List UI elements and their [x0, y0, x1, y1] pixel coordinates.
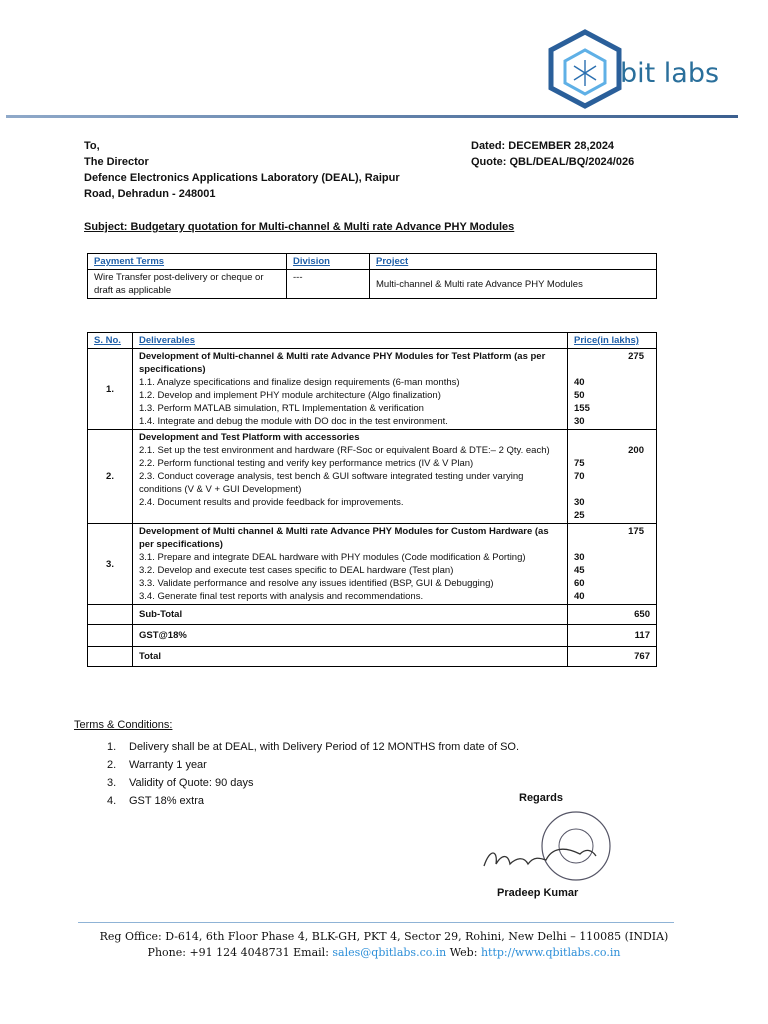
item-price: 45 — [574, 565, 585, 576]
terms-item-text: Validity of Quote: 90 days — [129, 777, 254, 789]
col-header: Deliverables — [133, 333, 568, 349]
item-price: 30 — [574, 416, 585, 427]
date-line: Dated: DECEMBER 28,2024 — [471, 140, 615, 152]
price-cell — [568, 430, 657, 524]
line-item: 1.2. Develop and implement PHY module architecture (Algo finalization) — [139, 390, 441, 401]
recipient-line: To, — [84, 140, 100, 152]
item-price: 40 — [574, 377, 585, 388]
price-cell — [568, 524, 657, 605]
terms-item-text: Warranty 1 year — [129, 759, 207, 771]
section-title: Development and Test Platform with accessories — [139, 432, 360, 443]
col-header: Project — [370, 254, 657, 270]
col-header: Price(in lakhs) — [568, 333, 657, 349]
logo-wordmark: bit labs — [620, 58, 720, 89]
recipient-line: The Director — [84, 156, 149, 168]
item-price: 60 — [574, 578, 585, 589]
item-price: 30 — [574, 497, 585, 508]
signatory-name: Pradeep Kumar — [497, 887, 579, 899]
item-price: 70 — [574, 471, 585, 482]
line-item: 3.3. Validate performance and resolve any issues identified (BSP, GUI & Debugging) — [139, 578, 494, 589]
subtotal-value: 650 — [568, 605, 657, 625]
col-header: S. No. — [88, 333, 133, 349]
quote-meta — [471, 138, 634, 170]
item-price: 155 — [574, 403, 590, 414]
terms-item-text: GST 18% extra — [129, 795, 204, 807]
terms-item: 2. Warranty 1 year — [107, 759, 207, 771]
web-label: Web: — [446, 946, 481, 959]
recipient-line: Road, Dehradun - 248001 — [84, 188, 216, 200]
footer-address: Reg Office: D-614, 6th Floor Phase 4, BLK-GH, PKT 4, Sector 29, Rohini, New Delhi – 110085 (INDIA) — [99, 930, 669, 943]
phone-text: Phone: +91 124 4048731 Email: — [147, 946, 333, 959]
line-item: 2.3. Conduct coverage analysis, test bench & GUI software integrated testing under varying conditions (V & V + GUI Development) — [139, 471, 524, 495]
footer-divider — [78, 922, 674, 923]
section-total: 175 — [628, 526, 644, 537]
empty-cell — [88, 647, 133, 667]
line-item: 3.4. Generate final test reports with analysis and recommendations. — [139, 591, 424, 602]
line-item: 2.1. Set up the test environment and hardware (RF-Soc or equivalent Board & DTE:– 2 Qty. each) — [139, 445, 550, 456]
item-price: 25 — [574, 510, 585, 521]
website-link[interactable]: http://www.qbitlabs.co.in — [480, 946, 621, 959]
empty-cell — [88, 625, 133, 647]
email-link[interactable]: sales@qbitlabs.co.in — [332, 946, 447, 959]
terms-item: 1. Delivery shall be at DEAL, with Delivery Period of 12 MONTHS from date of SO. — [107, 741, 520, 753]
subject-line: Subject: Budgetary quotation for Multi-channel & Multi rate Advance PHY Modules — [84, 221, 515, 233]
header-divider — [6, 115, 738, 118]
terms-item-text: Delivery shall be at DEAL, with Delivery Period of 12 MONTHS from date of SO. — [129, 741, 520, 753]
serial-number: 2. — [88, 430, 133, 524]
total-label: Total — [133, 647, 568, 667]
item-price: 40 — [574, 591, 585, 602]
gst-value: 117 — [568, 625, 657, 647]
line-item: 1.3. Perform MATLAB simulation, RTL Implementation & verification — [139, 403, 424, 414]
section-total: 275 — [628, 351, 644, 362]
regards-text: Regards — [519, 792, 564, 804]
project-cell: Multi-channel & Multi rate Advance PHY Modules — [370, 270, 657, 299]
footer-contact — [0, 946, 768, 959]
item-price: 30 — [574, 552, 585, 563]
terms-item: 3. Validity of Quote: 90 days — [107, 777, 254, 789]
subtotal-label: Sub-Total — [133, 605, 568, 625]
quote-number: Quote: QBL/DEAL/BQ/2024/026 — [471, 156, 635, 168]
line-item: 1.1. Analyze specifications and finalize design requirements (6-man months) — [139, 377, 460, 388]
deliverables-table — [87, 332, 657, 667]
division-cell: --- — [287, 270, 370, 299]
payment-terms-cell: Wire Transfer post-delivery or cheque or draft as applicable — [88, 270, 287, 299]
price-cell — [568, 349, 657, 430]
col-header: Division — [287, 254, 370, 270]
terms-heading: Terms & Conditions: — [74, 719, 173, 731]
hexagon-logo-icon — [545, 28, 625, 118]
deliverable-description — [133, 524, 568, 605]
total-value: 767 — [568, 647, 657, 667]
line-item: 2.4. Document results and provide feedback for improvements. — [139, 497, 404, 508]
line-item: 3.2. Develop and execute test cases specific to DEAL hardware (Test plan) — [139, 565, 454, 576]
item-price: 50 — [574, 390, 585, 401]
line-item: 1.4. Integrate and debug the module with DO doc in the test environment. — [139, 416, 448, 427]
terms-item: 4. GST 18% extra — [107, 795, 204, 807]
payment-terms-table — [87, 253, 657, 299]
section-title: Development of Multi-channel & Multi rate Advance PHY Modules for Test Platform (as per specifications) — [139, 351, 546, 375]
line-item: 2.2. Perform functional testing and verify key performance metrics (IV & V Plan) — [139, 458, 474, 469]
section-total: 200 — [628, 445, 644, 456]
line-item: 3.1. Prepare and integrate DEAL hardware with PHY modules (Code modification & Porting) — [139, 552, 526, 563]
serial-number: 1. — [88, 349, 133, 430]
item-price: 75 — [574, 458, 585, 469]
gst-label: GST@18% — [133, 625, 568, 647]
terms-list — [107, 738, 519, 810]
recipient-line: Defence Electronics Applications Laboratory (DEAL), Raipur — [84, 172, 400, 184]
col-header: Payment Terms — [88, 254, 287, 270]
deliverable-description — [133, 349, 568, 430]
company-stamp-icon — [480, 808, 620, 884]
empty-cell — [88, 605, 133, 625]
section-title: Development of Multi channel & Multi rate Advance PHY Modules for Custom Hardware (as per specifications) — [139, 526, 549, 550]
recipient-address — [84, 138, 414, 202]
deliverable-description — [133, 430, 568, 524]
serial-number: 3. — [88, 524, 133, 605]
